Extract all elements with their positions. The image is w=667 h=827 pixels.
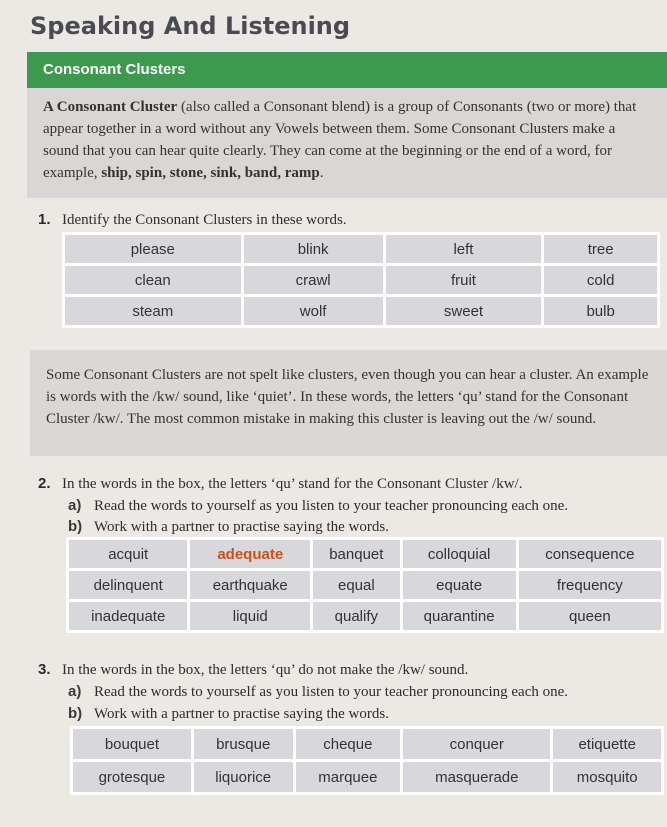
question-2-number: 2. xyxy=(38,475,51,492)
table-row xyxy=(65,266,657,294)
word-cell: frequency xyxy=(519,571,661,599)
qu-note-box xyxy=(30,350,667,456)
consonant-clusters-box xyxy=(27,52,667,198)
word-cell: equal xyxy=(313,571,399,599)
definition-examples: ship, spin, stone, sink, band, ramp xyxy=(101,165,320,181)
word-cell: grotesque xyxy=(73,762,191,792)
q2-word-table xyxy=(66,537,664,633)
question-3-number: 3. xyxy=(38,661,51,678)
question-3a-text: Read the words to yourself as you listen to your teacher pronouncing each one. xyxy=(94,684,569,700)
page-heading: Speaking And Listening xyxy=(30,12,351,40)
word-cell: left xyxy=(386,235,542,263)
word-cell: clean xyxy=(65,266,241,294)
word-cell: masquerade xyxy=(403,762,550,792)
question-2b xyxy=(68,517,389,537)
word-cell: brusque xyxy=(194,729,293,759)
question-2a-label: a) xyxy=(68,497,82,514)
question-2 xyxy=(38,474,522,494)
question-3b xyxy=(68,704,389,724)
qu-note-text: Some Consonant Clusters are not spelt like clusters, even though you can hear a cluster. An example is words with the /kw/ sound, like ‘quiet’. In these words, the letters ‘qu’ stand for the Consonant Cluster /kw/. The most common mistake in making this cluster is leaving out the /w/ sound. xyxy=(46,367,649,427)
table-row xyxy=(73,729,661,759)
word-cell: marquee xyxy=(296,762,401,792)
word-cell: liquid xyxy=(190,602,310,630)
table-row xyxy=(69,571,661,599)
question-1-number: 1. xyxy=(38,211,51,228)
question-3-text: In the words in the box, the letters ‘qu’ do not make the /kw/ sound. xyxy=(62,662,469,678)
word-cell: qualify xyxy=(313,602,399,630)
question-2-text: In the words in the box, the letters ‘qu’ stand for the Consonant Cluster /kw/. xyxy=(62,476,523,492)
definition-term: A Consonant Cluster xyxy=(43,99,178,115)
word-cell: fruit xyxy=(386,266,542,294)
word-cell: inadequate xyxy=(69,602,187,630)
consonant-clusters-definition xyxy=(27,88,667,184)
question-2b-text: Work with a partner to practise saying the words. xyxy=(94,519,389,535)
word-cell: queen xyxy=(519,602,661,630)
word-cell: blink xyxy=(244,235,383,263)
question-3a xyxy=(68,682,568,702)
word-cell: consequence xyxy=(519,540,661,568)
word-cell: conquer xyxy=(403,729,550,759)
word-cell: crawl xyxy=(244,266,383,294)
word-cell: banquet xyxy=(313,540,399,568)
definition-body: (also called a Consonant blend) is a group of Consonants (two or more) that appear together in a word without any Vowels between them. Some Consonant Clusters make a sound that you can hear quite clearly. They can come at the beginning or the end of a word, for example, xyxy=(43,99,637,181)
word-cell: bulb xyxy=(544,297,657,325)
word-cell: liquorice xyxy=(194,762,293,792)
word-cell: please xyxy=(65,235,241,263)
question-3a-label: a) xyxy=(68,683,82,700)
table-row xyxy=(69,540,661,568)
table-row xyxy=(65,235,657,263)
word-cell: cheque xyxy=(296,729,401,759)
question-1-text: Identify the Consonant Clusters in these words. xyxy=(62,212,347,228)
question-3b-label: b) xyxy=(68,705,83,722)
word-cell: delinquent xyxy=(69,571,187,599)
question-3 xyxy=(38,660,468,680)
table-row xyxy=(73,762,661,792)
word-cell: cold xyxy=(544,266,657,294)
question-3b-text: Work with a partner to practise saying the words. xyxy=(94,706,389,722)
question-2b-label: b) xyxy=(68,518,83,535)
question-1 xyxy=(38,210,347,230)
word-cell: earthquake xyxy=(190,571,310,599)
word-cell: adequate xyxy=(190,540,310,568)
word-cell: acquit xyxy=(69,540,187,568)
word-cell: sweet xyxy=(386,297,542,325)
word-cell: tree xyxy=(544,235,657,263)
word-cell: steam xyxy=(65,297,241,325)
word-cell: mosquito xyxy=(553,762,661,792)
definition-end: . xyxy=(319,165,324,181)
q1-word-table xyxy=(62,232,660,328)
q3-word-table xyxy=(70,726,664,795)
question-2a xyxy=(68,496,568,516)
word-cell: etiquette xyxy=(553,729,661,759)
table-row xyxy=(69,602,661,630)
word-cell: quarantine xyxy=(403,602,516,630)
word-cell: wolf xyxy=(244,297,383,325)
word-cell: equate xyxy=(403,571,516,599)
word-cell: bouquet xyxy=(73,729,191,759)
word-cell: colloquial xyxy=(403,540,516,568)
consonant-clusters-header: Consonant Clusters xyxy=(27,52,667,88)
question-2a-text: Read the words to yourself as you listen to your teacher pronouncing each one. xyxy=(94,498,569,514)
table-row xyxy=(65,297,657,325)
